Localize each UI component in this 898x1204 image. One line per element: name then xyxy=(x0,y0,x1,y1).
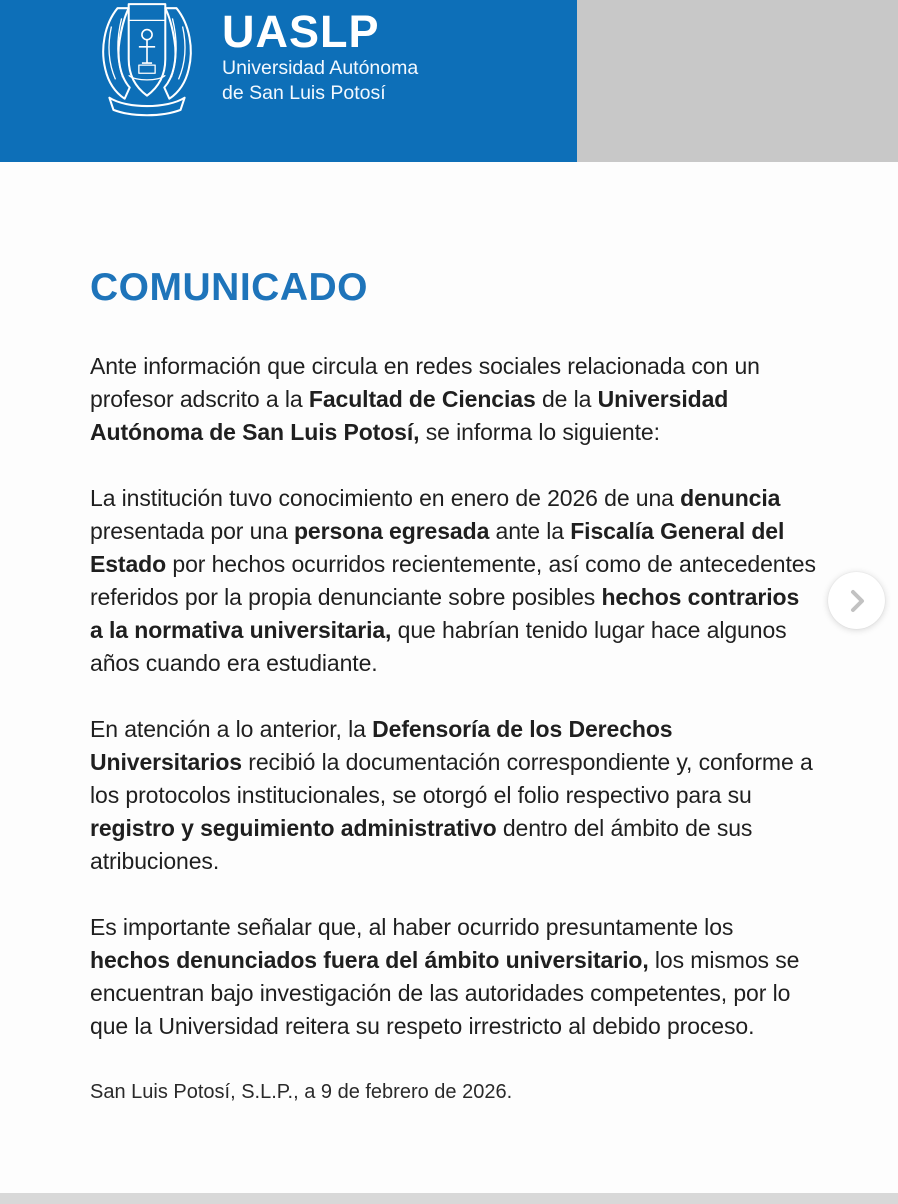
paragraph-segment: En atención a lo anterior, la xyxy=(90,716,373,742)
paragraph-bold-segment: Fiscalía General del Estado xyxy=(90,518,785,577)
bottom-edge-strip xyxy=(0,1193,898,1204)
brand-name-line2: de San Luis Potosí xyxy=(222,82,386,104)
paragraph-segment: ante la xyxy=(489,518,571,544)
paragraph-segment: recibió la documentación correspondiente y, conforme a los protocolos institucionales, se otorgó el folio respectivo para su xyxy=(90,749,813,808)
header-banner xyxy=(0,0,577,162)
paragraph-bold-segment: denuncia xyxy=(680,485,781,511)
paragraph-bold-segment: registro y seguimiento administrativo xyxy=(90,815,497,841)
paragraph-bold-segment: hechos denunciados fuera del ámbito universitario, xyxy=(90,947,649,973)
paragraph-segment: de la xyxy=(535,386,598,412)
paragraph-segment: Ante información que circula en redes sociales relacionada con un profesor adscrito a la xyxy=(90,353,760,412)
brand-block xyxy=(222,8,418,106)
paragraph-bold-segment: Defensoría de los Derechos Universitarios xyxy=(90,716,673,775)
paragraph-segment: se informa lo siguiente: xyxy=(419,419,660,445)
page-title: COMUNICADO xyxy=(90,266,368,309)
paragraph-segment: Es importante señalar que, al haber ocurrido presuntamente los xyxy=(90,914,734,940)
paragraph xyxy=(90,713,816,878)
paragraph-segment: que habrían tenido lugar hace algunos años cuando era estudiante. xyxy=(90,617,787,676)
carousel-next-button[interactable] xyxy=(828,572,885,629)
paragraph xyxy=(90,350,816,449)
paragraph-bold-segment: hechos contrarios a la normativa universitaria, xyxy=(90,584,800,643)
paragraph xyxy=(90,482,816,680)
paragraph-bold-segment: persona egresada xyxy=(293,518,490,544)
brand-acronym: UASLP xyxy=(222,6,380,57)
paragraph-segment: La institución tuvo conocimiento en enero de 2026 de una xyxy=(90,485,681,511)
paragraph-bold-segment: Universidad Autónoma de San Luis Potosí, xyxy=(90,386,729,445)
uaslp-crest-icon xyxy=(88,0,206,118)
document-paragraphs xyxy=(90,350,816,1043)
paragraph-segment: presentada por una xyxy=(90,518,294,544)
chevron-right-icon xyxy=(845,589,869,613)
document-content xyxy=(90,266,816,1105)
paragraph-bold-segment: Facultad de Ciencias xyxy=(308,386,536,412)
dateline: San Luis Potosí, S.L.P., a 9 de febrero de 2026. xyxy=(90,1081,513,1103)
header-side-panel xyxy=(577,0,898,162)
paragraph-segment: los mismos se encuentran bajo investigación de las autoridades competentes, por lo que la Universidad reitera su respeto irrestricto al debido proceso. xyxy=(90,947,800,1039)
brand-name-line1: Universidad Autónoma xyxy=(222,57,419,79)
paragraph xyxy=(90,911,816,1043)
paragraph-segment: por hechos ocurridos recientemente, así como de antecedentes referidos por la propia denunciante sobre posibles xyxy=(90,551,816,610)
paragraph-segment: dentro del ámbito de sus atribuciones. xyxy=(90,815,753,874)
